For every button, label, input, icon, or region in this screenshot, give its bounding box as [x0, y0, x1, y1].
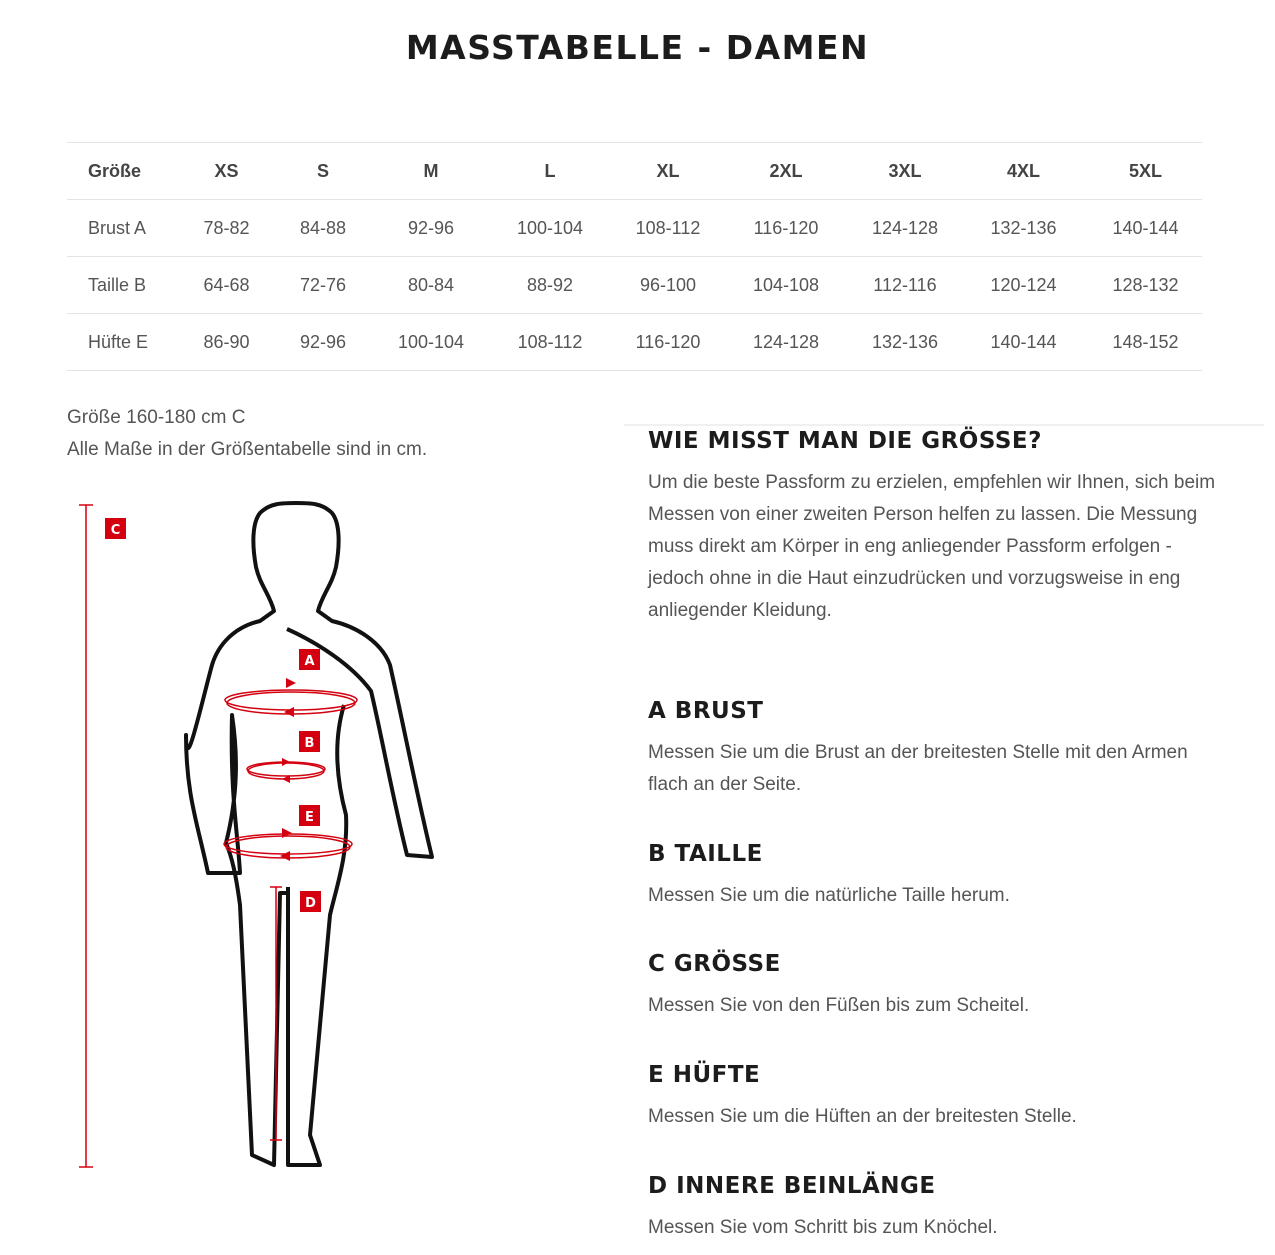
- column-header: 4XL: [958, 143, 1089, 200]
- table-cell: 100-104: [484, 200, 616, 257]
- label-b-icon: [299, 731, 320, 752]
- table-cell: 86-90: [185, 314, 268, 371]
- measure-instructions: [648, 425, 1228, 1238]
- label-c-icon: [105, 518, 126, 539]
- column-header: XS: [185, 143, 268, 200]
- section-text: Messen Sie um die Hüften an der breitesten Stelle.: [648, 1106, 1077, 1127]
- section-heading: B TAILLE: [648, 841, 763, 867]
- label-e: E: [305, 810, 314, 825]
- size-table: [67, 142, 1202, 371]
- label-e-icon: [299, 805, 320, 826]
- table-cell: 78-82: [185, 200, 268, 257]
- table-cell: 124-128: [720, 314, 852, 371]
- section-waist: [648, 838, 1228, 912]
- table-cell: 108-112: [616, 200, 720, 257]
- label-a-icon: [299, 649, 320, 670]
- table-cell: 124-128: [852, 200, 958, 257]
- section-hip: [648, 1059, 1228, 1133]
- table-cell: 72-76: [268, 257, 378, 314]
- row-label: Hüfte E: [67, 314, 185, 371]
- table-cell: 116-120: [616, 314, 720, 371]
- size-note: [67, 402, 427, 466]
- table-row: [67, 200, 1202, 257]
- label-c: C: [110, 523, 121, 538]
- row-label: Taille B: [67, 257, 185, 314]
- column-header: S: [268, 143, 378, 200]
- table-cell: 148-152: [1089, 314, 1202, 371]
- table-cell: 84-88: [268, 200, 378, 257]
- page-title: MASSTABELLE - DAMEN: [405, 28, 870, 67]
- column-header: 2XL: [720, 143, 852, 200]
- table-cell: 112-116: [852, 257, 958, 314]
- section-heading: C GRÖSSE: [648, 951, 781, 977]
- section-heading: D INNERE BEINLÄNGE: [648, 1173, 936, 1199]
- column-header: XL: [616, 143, 720, 200]
- table-row: [67, 257, 1202, 314]
- table-cell: 64-68: [185, 257, 268, 314]
- column-header: Größe: [67, 143, 185, 200]
- section-height: [648, 948, 1228, 1022]
- table-cell: 132-136: [958, 200, 1089, 257]
- label-d: D: [305, 896, 316, 911]
- instructions-heading: WIE MISST MAN DIE GRÖSSE?: [648, 428, 1042, 454]
- table-cell: 120-124: [958, 257, 1089, 314]
- table-row: [67, 314, 1202, 371]
- table-cell: 128-132: [1089, 257, 1202, 314]
- height-line: [79, 505, 93, 1167]
- section-heading: A BRUST: [648, 698, 764, 724]
- table-cell: 92-96: [268, 314, 378, 371]
- table-cell: 92-96: [378, 200, 484, 257]
- table-cell: 140-144: [1089, 200, 1202, 257]
- section-heading: E HÜFTE: [648, 1062, 761, 1088]
- column-header: 5XL: [1089, 143, 1202, 200]
- table-cell: 140-144: [958, 314, 1089, 371]
- size-note-units: Alle Maße in der Größentabelle sind in cm.: [67, 439, 428, 460]
- column-header: M: [378, 143, 484, 200]
- column-header: L: [484, 143, 616, 200]
- section-inseam: [648, 1170, 1228, 1244]
- label-d-icon: [300, 891, 321, 912]
- table-cell: 108-112: [484, 314, 616, 371]
- column-header: 3XL: [852, 143, 958, 200]
- hip-measure: [224, 828, 352, 861]
- table-cell: 104-108: [720, 257, 852, 314]
- table-header-row: [67, 143, 1202, 200]
- row-label: Brust A: [67, 200, 185, 257]
- instructions-intro: Um die beste Passform zu erzielen, empfehlen wir Ihnen, sich beim Messen von einer zweiten Person helfen zu lassen. Die Messung muss direkt am Körper in eng anliegender Passform erfolgen - jedoch ohne in die Haut einzudrücken und vorzugsweise in eng anliegender Kleidung.: [648, 472, 1216, 621]
- table-cell: 100-104: [378, 314, 484, 371]
- body-measurement-diagram: [62, 495, 462, 1185]
- section-chest: [648, 695, 1228, 801]
- table-cell: 80-84: [378, 257, 484, 314]
- size-note-height: Größe 160-180 cm C: [67, 407, 246, 428]
- section-text: Messen Sie von den Füßen bis zum Scheitel.: [648, 995, 1030, 1016]
- section-text: Messen Sie vom Schritt bis zum Knöchel.: [648, 1217, 998, 1238]
- table-cell: 88-92: [484, 257, 616, 314]
- table-cell: 132-136: [852, 314, 958, 371]
- label-b: B: [304, 736, 315, 751]
- table-cell: 116-120: [720, 200, 852, 257]
- table-cell: 96-100: [616, 257, 720, 314]
- section-text: Messen Sie um die Brust an der breitesten Stelle mit den Armen flach an der Seite.: [648, 742, 1188, 795]
- label-a: A: [304, 654, 315, 669]
- chest-measure: [225, 678, 357, 717]
- section-text: Messen Sie um die natürliche Taille herum.: [648, 885, 1010, 906]
- waist-measure: [247, 758, 325, 783]
